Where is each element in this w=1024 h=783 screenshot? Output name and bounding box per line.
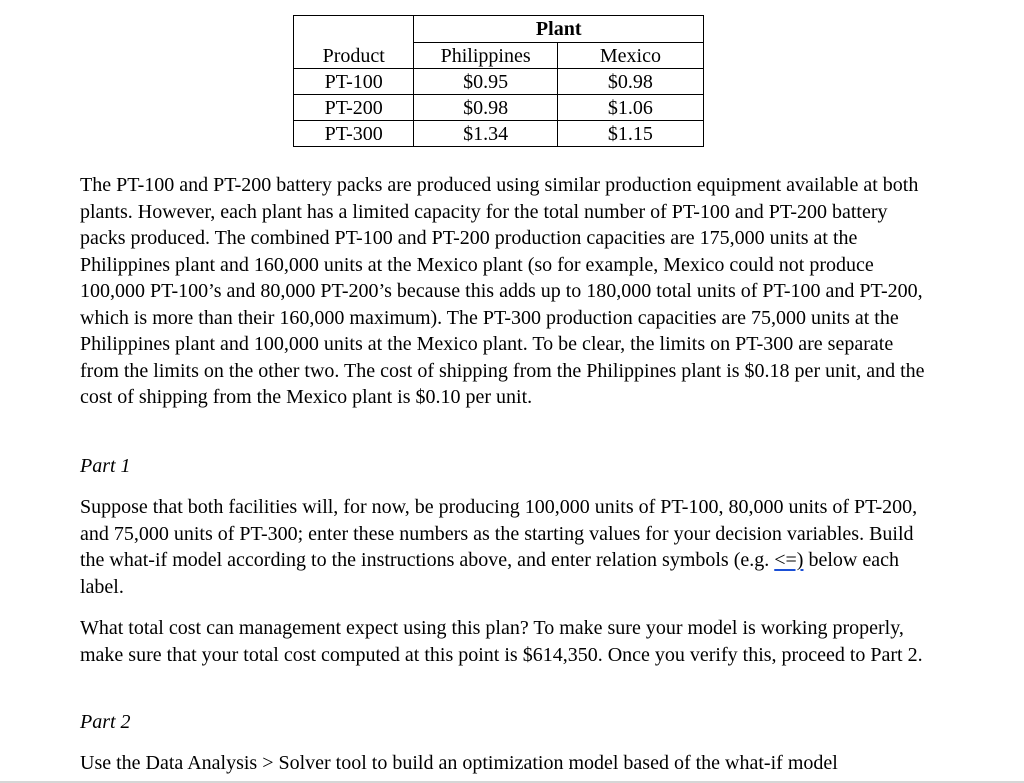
product-column-header: Product — [294, 43, 414, 69]
capacity-description-paragraph: The PT-100 and PT-200 battery packs are produced using similar production equipment available at both plants. However, each plant has a limited capacity for the total number of PT-100 and PT-200 battery packs produced. The combined PT-100 and PT-200 production capacities are 175,000 units at the Philippines plant and 160,000 units at the Mexico plant (so for example, Mexico could not produce 100,000 PT-100’s and 80,000 PT-200’s because this adds up to 180,000 total units of PT-100 and PT-200, which is more than their 160,000 maximum). The PT-300 production capacities are 75,000 units at the Philippines plant and 100,000 units at the Mexico plant. To be clear, the limits on PT-300 are separate from the limits on the other two. The cost of shipping from the Philippines plant is $0.18 per unit, and the cost of shipping from the Mexico plant is $0.10 per unit. — [80, 174, 925, 408]
total-cost-paragraph: What total cost can management expect using this plan? To make sure your model is working properly, make sure that your total cost computed at this point is $614,350. Once you verify this, proceed to Part 2. — [80, 617, 923, 666]
part2-instructions-paragraph: Use the Data Analysis > Solver tool to build an optimization model based of the what-if model — [80, 752, 838, 774]
table-row — [294, 121, 704, 147]
plant-header-cell: Plant — [414, 16, 704, 43]
philippines-cost-cell: $0.95 — [414, 69, 557, 95]
table-row — [294, 69, 704, 95]
table-blank-corner-cell — [294, 16, 414, 43]
relation-symbol-example: <=) — [774, 549, 804, 571]
mexico-cost-cell: $1.06 — [557, 95, 703, 121]
table-column-header-row — [294, 43, 704, 69]
mexico-column-header: Mexico — [557, 43, 703, 69]
unit-cost-table — [293, 15, 704, 147]
product-cell: PT-300 — [294, 121, 414, 147]
product-cell: PT-100 — [294, 69, 414, 95]
part1-instructions-paragraph — [80, 494, 930, 600]
table-plant-header-row — [294, 16, 704, 43]
mexico-cost-cell: $0.98 — [557, 69, 703, 95]
part1-heading: Part 1 — [80, 455, 131, 477]
philippines-cost-cell: $0.98 — [414, 95, 557, 121]
product-cell: PT-200 — [294, 95, 414, 121]
philippines-column-header: Philippines — [414, 43, 557, 69]
part2-heading: Part 2 — [80, 711, 131, 733]
part1-instructions-text: Suppose that both facilities will, for now, be producing 100,000 units of PT-100, 80,000 units of PT-200, and 75,000 units of PT-300; enter these numbers as the starting values for your decision variables. Build the what-if model according to the instructions above, and enter relation symbols (e.g. — [80, 496, 918, 571]
mexico-cost-cell: $1.15 — [557, 121, 703, 147]
part1-instructions-text-end: below each label. — [80, 549, 899, 598]
philippines-cost-cell: $1.34 — [414, 121, 557, 147]
table-row — [294, 95, 704, 121]
